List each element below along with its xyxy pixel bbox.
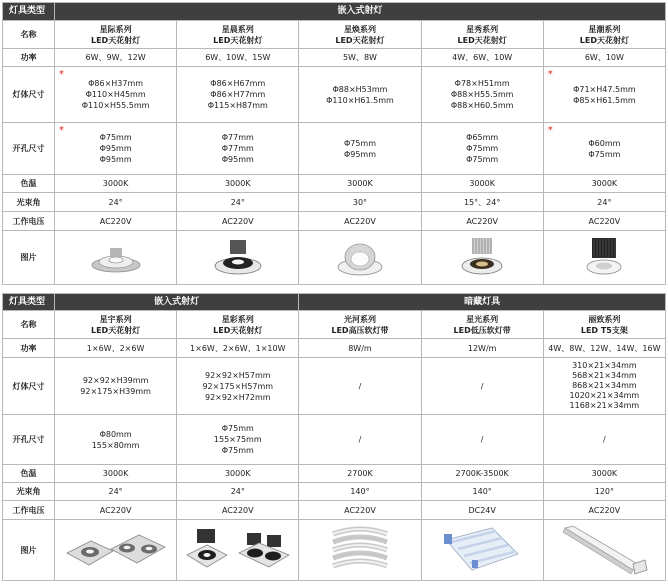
size-line: Φ110×H55.5mm — [81, 101, 150, 110]
tilt-downlight-silver-icon — [86, 238, 146, 278]
type-label: 灯具类型 — [3, 294, 55, 311]
cutout-cell — [55, 123, 177, 175]
cutout-line: Φ75mm — [221, 424, 254, 433]
series-name: 星彩系列 — [221, 314, 254, 324]
power-cell: 5W、8W — [299, 49, 421, 67]
image-cell — [55, 231, 177, 285]
cct-cell: 3000K — [55, 175, 177, 193]
series-name: 星际系列 — [99, 24, 132, 34]
cutout-line: Φ75mm — [466, 144, 499, 153]
series-name: 星宇系列 — [99, 314, 132, 324]
size-cell — [55, 358, 177, 415]
product-name-cell — [299, 21, 421, 49]
cct-row — [3, 465, 666, 483]
cct-cell: 3000K — [543, 465, 665, 483]
cutout-line: 155×75mm — [213, 435, 262, 444]
product-name-cell — [55, 21, 177, 49]
image-row — [3, 520, 666, 581]
beam-cell: 120° — [543, 483, 665, 501]
image-cell — [299, 520, 421, 581]
power-cell: 4W、6W、10W — [421, 49, 543, 67]
cutout-line: Φ65mm — [466, 133, 499, 142]
row-label-cct: 色温 — [3, 465, 55, 483]
coiled-strip-light-icon — [325, 524, 395, 576]
size-line: 92×92×H39mm — [82, 376, 149, 385]
cutout-cell — [299, 123, 421, 175]
size-row — [3, 358, 666, 415]
cct-row — [3, 175, 666, 193]
name-row — [3, 311, 666, 339]
beam-cell: 24° — [55, 483, 177, 501]
image-row — [3, 231, 666, 285]
size-line: 1168×21×34mm — [569, 401, 640, 410]
cct-cell: 2700K-3500K — [421, 465, 543, 483]
power-cell: 1×6W、2×6W、1×10W — [177, 339, 299, 358]
row-label-size: 灯体尺寸 — [3, 358, 55, 415]
size-line: 310×21×34mm — [572, 361, 637, 370]
product-type: LED T5支架 — [580, 325, 628, 335]
gimbal-downlight-white-icon — [330, 237, 390, 279]
beam-cell: 15°、24° — [421, 193, 543, 212]
t5-batten-icon — [559, 524, 649, 576]
voltage-cell: AC220V — [421, 212, 543, 231]
size-line: 92×92×H72mm — [205, 392, 271, 402]
cutout-line: Φ75mm — [343, 138, 376, 148]
cutout-row — [3, 415, 666, 465]
cct-cell: 3000K — [55, 465, 177, 483]
name-row — [3, 21, 666, 49]
low-voltage-strip-icon — [442, 524, 522, 576]
row-label-name: 名称 — [3, 21, 55, 49]
cutout-cell — [177, 123, 299, 175]
beam-cell: 30° — [299, 193, 421, 212]
power-cell: 8W/m — [299, 339, 421, 358]
size-row — [3, 67, 666, 123]
size-line: 92×175×H57mm — [202, 381, 274, 391]
voltage-cell: AC220V — [177, 501, 299, 520]
size-cell — [421, 67, 543, 123]
beam-cell: 140° — [421, 483, 543, 501]
size-line: Φ86×H37mm — [88, 79, 144, 88]
cct-cell: 3000K — [421, 175, 543, 193]
cutout-cell: / — [421, 415, 543, 465]
size-line: Φ110×H61.5mm — [326, 95, 394, 105]
cct-cell: 3000K — [543, 175, 665, 193]
finned-downlight-icon — [452, 236, 512, 280]
asterisk-mark: * — [547, 125, 553, 136]
size-cell — [177, 67, 299, 123]
image-cell — [421, 231, 543, 285]
row-label-image: 图片 — [3, 520, 55, 581]
row-label-size: 灯体尺寸 — [3, 67, 55, 123]
product-type: LED天花射灯 — [335, 35, 385, 45]
product-name-cell — [55, 311, 177, 339]
series-name: 星晨系列 — [221, 24, 254, 34]
size-line: Φ88×H53mm — [332, 84, 388, 94]
product-name-cell — [177, 311, 299, 339]
image-cell — [177, 520, 299, 581]
size-line: 1020×21×34mm — [569, 391, 640, 400]
spec-table-recessed — [2, 2, 666, 285]
size-cell — [543, 358, 665, 415]
size-line: Φ86×H67mm — [210, 79, 266, 88]
power-cell: 12W/m — [421, 339, 543, 358]
size-line: 568×21×34mm — [572, 371, 637, 380]
beam-row — [3, 483, 666, 501]
cutout-line: Φ77mm — [221, 133, 254, 142]
size-line: Φ86×H77mm — [210, 90, 266, 99]
voltage-cell: AC220V — [299, 212, 421, 231]
product-name-cell — [543, 311, 665, 339]
beam-row — [3, 193, 666, 212]
image-cell — [299, 231, 421, 285]
voltage-cell: DC24V — [421, 501, 543, 520]
size-cell: / — [421, 358, 543, 415]
cutout-line: Φ95mm — [221, 155, 254, 164]
cutout-line: Φ80mm — [99, 429, 132, 439]
row-label-beam: 光束角 — [3, 193, 55, 212]
cutout-cell: / — [543, 415, 665, 465]
beam-cell: 24° — [55, 193, 177, 212]
voltage-cell: AC220V — [55, 212, 177, 231]
cutout-row — [3, 123, 666, 175]
beam-cell: 140° — [299, 483, 421, 501]
size-line: 868×21×34mm — [572, 381, 637, 390]
series-name: 光河系列 — [343, 314, 376, 324]
size-cell — [177, 358, 299, 415]
size-line: Φ85×H61.5mm — [573, 95, 636, 105]
series-name: 星光系列 — [466, 314, 499, 324]
voltage-row — [3, 212, 666, 231]
cutout-cell — [421, 123, 543, 175]
row-label-voltage: 工作电压 — [3, 501, 55, 520]
cutout-line: Φ95mm — [343, 149, 376, 159]
type-label: 灯具类型 — [3, 3, 55, 21]
cutout-line: Φ95mm — [99, 155, 132, 164]
asterisk-mark: * — [59, 125, 64, 136]
size-cell — [299, 67, 421, 123]
image-cell — [177, 231, 299, 285]
cutout-cell — [177, 415, 299, 465]
cutout-line: Φ75mm — [221, 446, 254, 455]
size-cell — [55, 67, 177, 123]
downlight-black-rim-icon — [208, 237, 268, 279]
power-cell: 6W、10W、15W — [177, 49, 299, 67]
cct-cell: 3000K — [299, 175, 421, 193]
size-line: Φ110×H45mm — [85, 90, 146, 99]
beam-cell: 24° — [543, 193, 665, 212]
row-label-beam: 光束角 — [3, 483, 55, 501]
product-type: LED高压软灯带 — [331, 325, 389, 335]
power-cell: 4W、8W、12W、14W、16W — [543, 339, 665, 358]
image-cell — [543, 520, 665, 581]
series-name: 丽致系列 — [588, 314, 621, 324]
asterisk-mark: * — [59, 69, 64, 80]
cct-cell: 3000K — [177, 175, 299, 193]
table-header-row — [3, 3, 666, 21]
image-cell — [55, 520, 177, 581]
power-cell: 6W、10W — [543, 49, 665, 67]
size-line: 92×92×H57mm — [205, 370, 271, 380]
product-name-cell — [421, 311, 543, 339]
size-line: Φ88×H55.5mm — [450, 90, 514, 99]
row-label-cct: 色温 — [3, 175, 55, 193]
cutout-cell — [55, 415, 177, 465]
size-cell: / — [299, 358, 421, 415]
black-square-spotlight-icon — [183, 525, 293, 575]
row-label-voltage: 工作电压 — [3, 212, 55, 231]
row-label-image: 图片 — [3, 231, 55, 285]
voltage-cell: AC220V — [543, 212, 665, 231]
power-cell: 1×6W、2×6W — [55, 339, 177, 358]
spec-table-recessed-and-concealed — [2, 293, 666, 581]
series-name: 星焕系列 — [343, 24, 376, 34]
group-label: 嵌入式射灯 — [55, 294, 299, 311]
size-line: Φ78×H51mm — [454, 79, 510, 88]
size-line: Φ88×H60.5mm — [450, 101, 514, 110]
cutout-line: Φ75mm — [588, 149, 621, 159]
cct-cell: 2700K — [299, 465, 421, 483]
row-label-power: 功率 — [3, 339, 55, 358]
size-cell — [543, 67, 665, 123]
square-grille-spotlight-icon — [61, 527, 171, 573]
product-type: LED天花射灯 — [457, 35, 507, 45]
power-row — [3, 49, 666, 67]
product-type: LED天花射灯 — [579, 35, 629, 45]
cutout-line: Φ60mm — [588, 138, 621, 148]
cutout-line: Φ75mm — [99, 133, 132, 142]
image-cell — [421, 520, 543, 581]
row-label-cutout: 开孔尺寸 — [3, 415, 55, 465]
image-cell — [543, 231, 665, 285]
power-cell: 6W、9W、12W — [55, 49, 177, 67]
product-name-cell — [543, 21, 665, 49]
series-name: 星潮系列 — [588, 24, 621, 34]
product-type: LED天花射灯 — [213, 325, 263, 335]
power-row — [3, 339, 666, 358]
group-label: 嵌入式射灯 — [55, 3, 666, 21]
voltage-row — [3, 501, 666, 520]
asterisk-mark: * — [547, 69, 553, 80]
cutout-line: Φ77mm — [221, 144, 254, 153]
product-name-cell — [421, 21, 543, 49]
row-label-name: 名称 — [3, 311, 55, 339]
cutout-cell: / — [299, 415, 421, 465]
beam-cell: 24° — [177, 483, 299, 501]
series-name: 星秀系列 — [466, 24, 499, 34]
product-type: LED天花射灯 — [90, 325, 141, 335]
cutout-line: Φ75mm — [466, 155, 499, 164]
voltage-cell: AC220V — [299, 501, 421, 520]
product-type: LED低压软灯带 — [453, 325, 511, 335]
size-line: 92×175×H39mm — [80, 387, 151, 396]
size-line: Φ71×H47.5mm — [573, 84, 636, 94]
cct-cell: 3000K — [177, 465, 299, 483]
cutout-cell — [543, 123, 665, 175]
row-label-power: 功率 — [3, 49, 55, 67]
table-header-row — [3, 294, 666, 311]
product-name-cell — [177, 21, 299, 49]
beam-cell: 24° — [177, 193, 299, 212]
voltage-cell: AC220V — [55, 501, 177, 520]
voltage-cell: AC220V — [177, 212, 299, 231]
product-name-cell — [299, 311, 421, 339]
product-type: LED天花射灯 — [213, 35, 263, 45]
cutout-line: 155×80mm — [91, 440, 140, 450]
group-label: 暗藏灯具 — [299, 294, 666, 311]
black-heatsink-downlight-icon — [574, 236, 634, 280]
product-type: LED天花射灯 — [90, 35, 141, 45]
size-line: Φ115×H87mm — [207, 101, 268, 110]
cutout-line: Φ95mm — [99, 144, 132, 153]
voltage-cell: AC220V — [543, 501, 665, 520]
row-label-cutout: 开孔尺寸 — [3, 123, 55, 175]
